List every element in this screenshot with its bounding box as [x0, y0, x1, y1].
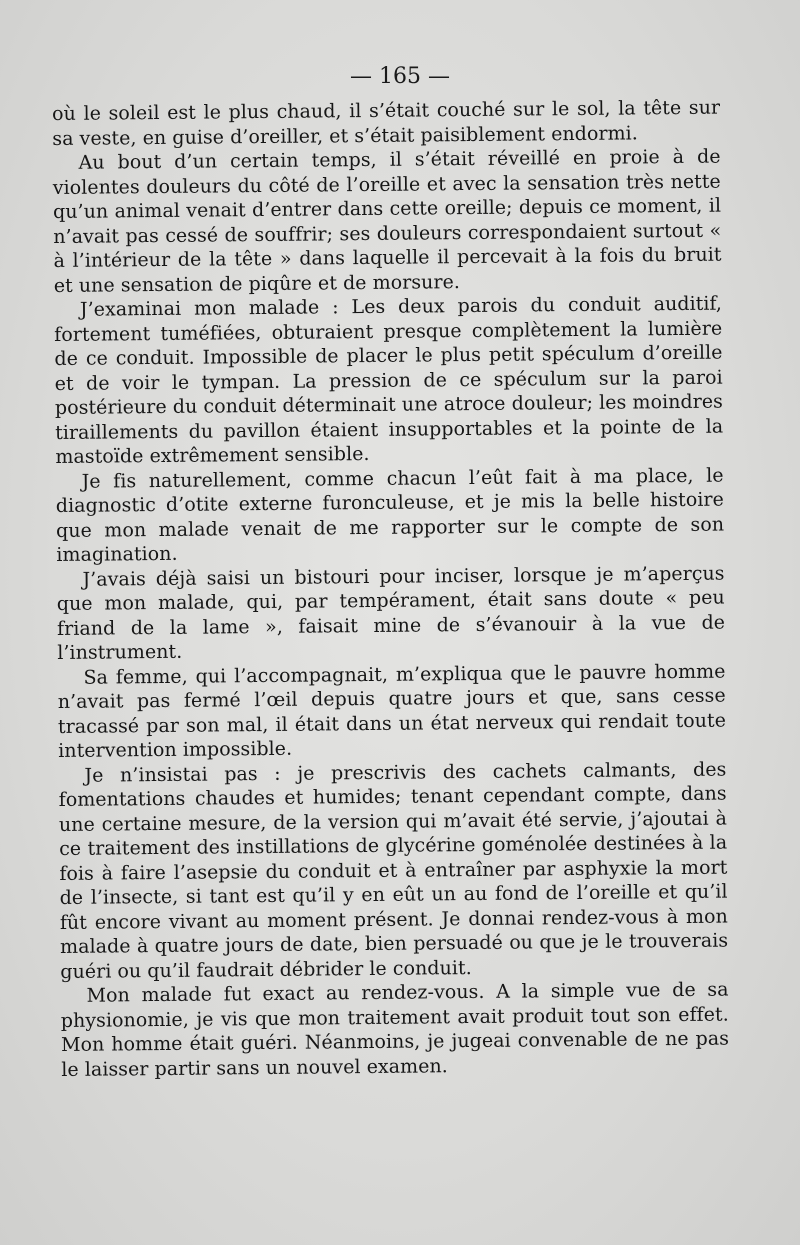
- paragraph-1: où le soleil est le plus chaud, il s’était couché sur le sol, la tête sur sa veste, en guise d’oreiller, et s’était paisiblement endormi.: [52, 96, 721, 150]
- paragraph-4: Je fis naturellement, comme chacun l’eût fait à ma place, le diagnostic d’otite externe furonculeuse, et je mis la belle histoire que mon malade venait de me rapporter sur le compte de son imagination.: [55, 464, 725, 566]
- body-text: [52, 96, 729, 1082]
- paragraph-5: J’avais déjà saisi un bistouri pour inciser, lorsque je m’aperçus que mon malade, qui, par tempérament, était sans doute « peu friand de la lame », faisait mine de s’évanouir à la vue de l’instrument.: [56, 562, 726, 664]
- paragraph-6: Sa femme, qui l’accompagnait, m’expliqua que le pauvre homme n’avait pas fermé l’œil depuis quatre jours et que, sans cesse tracassé par son mal, il était dans un état nerveux qui rendait toute intervention impossible.: [57, 660, 727, 762]
- paragraph-7: Je n’insistai pas : je prescrivis des cachets calmants, des fomentations chaudes et humides; tenant cependant compte, dans une certaine mesure, de la version qui m’avait été servie, j’ajoutai à ce traitement des instillations de glycérine goménolée destinées à la fois à faire l’asepsie du conduit et à entraîner par asphyxie la mort de l’insecte, si tant est qu’il y en eût un au fond de l’oreille et qu’il fût encore vivant au moment présent. Je donnai rendez-vous à mon malade à quatre jours de date, bien persuadé ou que je le trouverais guéri ou qu’il faudrait débrider le conduit.: [58, 758, 729, 983]
- paragraph-2: Au bout d’un certain temps, il s’était réveillé en proie à de violentes douleurs du côté de l’oreille et avec la sensation très nette qu’un animal venait d’entrer dans cette oreille; depuis ce moment, il n’avait pas cessé de souffrir; ses douleurs correspondaient surtout « à l’intérieur de la tête » dans laquelle il percevait à la fois du bruit et une sensation de piqûre et de morsure.: [52, 145, 722, 297]
- paragraph-8: Mon malade fut exact au rendez-vous. A la simple vue de sa physionomie, je vis que mon traitement avait produit tout son effet. Mon homme était guéri. Néanmoins, je jugeai convenable de ne pas le laisser partir sans un nouvel examen.: [60, 978, 730, 1081]
- page-number: — 165 —: [350, 64, 450, 89]
- paragraph-3: J’examinai mon malade : Les deux parois du conduit auditif, fortement tuméfiées, obturaient presque complètement la lumière de ce conduit. Impossible de placer le plus petit spéculum d’oreille et de voir le tympan. La pression de ce spéculum sur la paroi postérieure du conduit déterminait une atroce douleur; les moindres tiraillements du pavillon étaient insupportables et la pointe de la mastoïde extrêmement sensible.: [54, 292, 724, 468]
